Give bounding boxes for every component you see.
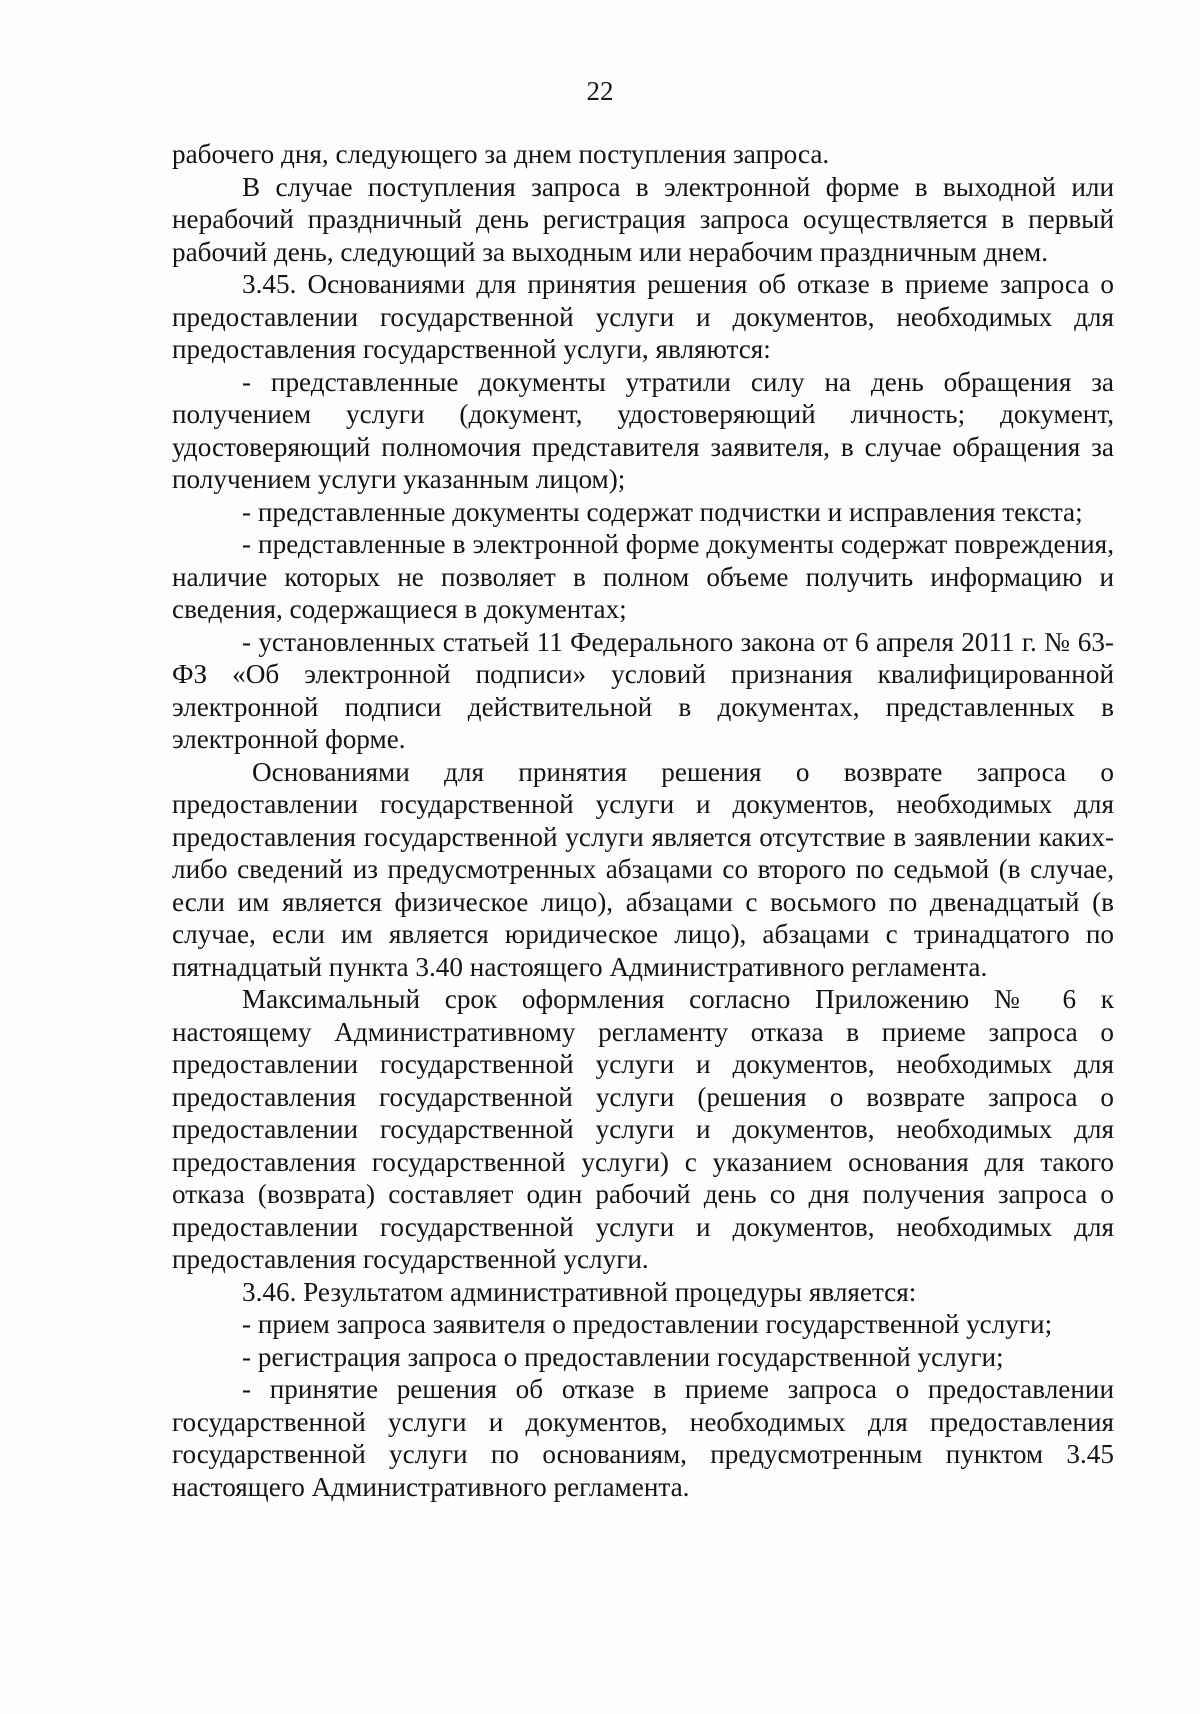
paragraph: рабочего дня, следующего за днем поступления запроса.	[172, 139, 830, 169]
section-3-46-paragraph: 3.46. Результатом административной процедуры является:	[242, 1276, 917, 1307]
list-item: - представленные в электронной форме документы содержат повреждения, наличие которых не позволяет в полном объеме получить информацию и сведения, содержащиеся в документах;	[172, 529, 1114, 624]
paragraph: В случае поступления запроса в электронной форме в выходной или нерабочий праздничный день регистрация запроса осуществляется в первый рабочий день, следующий за выходным или нерабочим праздничным днем.	[172, 171, 1114, 267]
document-body	[172, 138, 1114, 1503]
paragraph: Максимальный срок оформления согласно Приложению № 6 к настоящему Административному регламенту отказа в приеме запроса о предоставлении государственной услуги и документов, необходимых для предоставления государственной услуги (решения о возврате запроса о предоставлении государственной услуги и документов, необходимых для предоставления государственной услуги) с указанием основания для такого отказа (возврата) составляет один рабочий день со дня получения запроса о предоставлении государственной услуги и документов, необходимых для предоставления государственной услуги.	[172, 984, 1114, 1274]
list-item: - прием запроса заявителя о предоставлении государственной услуги;	[242, 1309, 1053, 1339]
paragraph: Основаниями для принятия решения о возврате запроса о предоставлении государственной услуги и документов, необходимых для предоставления государственной услуги является отсутствие в заявлении каких-либо сведений из предусмотренных абзацами со второго по седьмой (в случае, если им является физическое лицо), абзацами с восьмого по двенадцатый (в случае, если им является юридическое лицо), абзацами с тринадцатого по пятнадцатый пункта 3.40 настоящего Административного регламента.	[172, 756, 1114, 982]
list-item: - установленных статьей 11 Федерального закона от 6 апреля 2011 г. № 63-ФЗ «Об электронной подписи» условий признания квалифицированной электронной подписи действительной в документах, представленных в электронной форме.	[172, 626, 1114, 754]
list-item: - регистрация запроса о предоставлении государственной услуги;	[242, 1341, 1004, 1372]
section-3-45-paragraph: 3.45. Основаниями для принятия решения об отказе в приеме запроса о предоставлении государственной услуги и документов, необходимых для предоставления государственной услуги, являются:	[172, 269, 1114, 364]
list-item: - представленные документы содержат подчистки и исправления текста;	[242, 496, 1083, 527]
page-number: 22	[586, 76, 614, 106]
list-item: - представленные документы утратили силу на день обращения за получением услуги (документ, удостоверяющий личность; документ, удостоверяющий полномочия представителя заявителя, в случае обращения за получением услуги указанным лицом);	[172, 366, 1114, 494]
list-item: - принятие решения об отказе в приеме запроса о предоставлении государственной услуги и документов, необходимых для предоставления государственной услуги по основаниям, предусмотренным пунктом 3.45 настоящего Административного регламента.	[172, 1374, 1114, 1502]
